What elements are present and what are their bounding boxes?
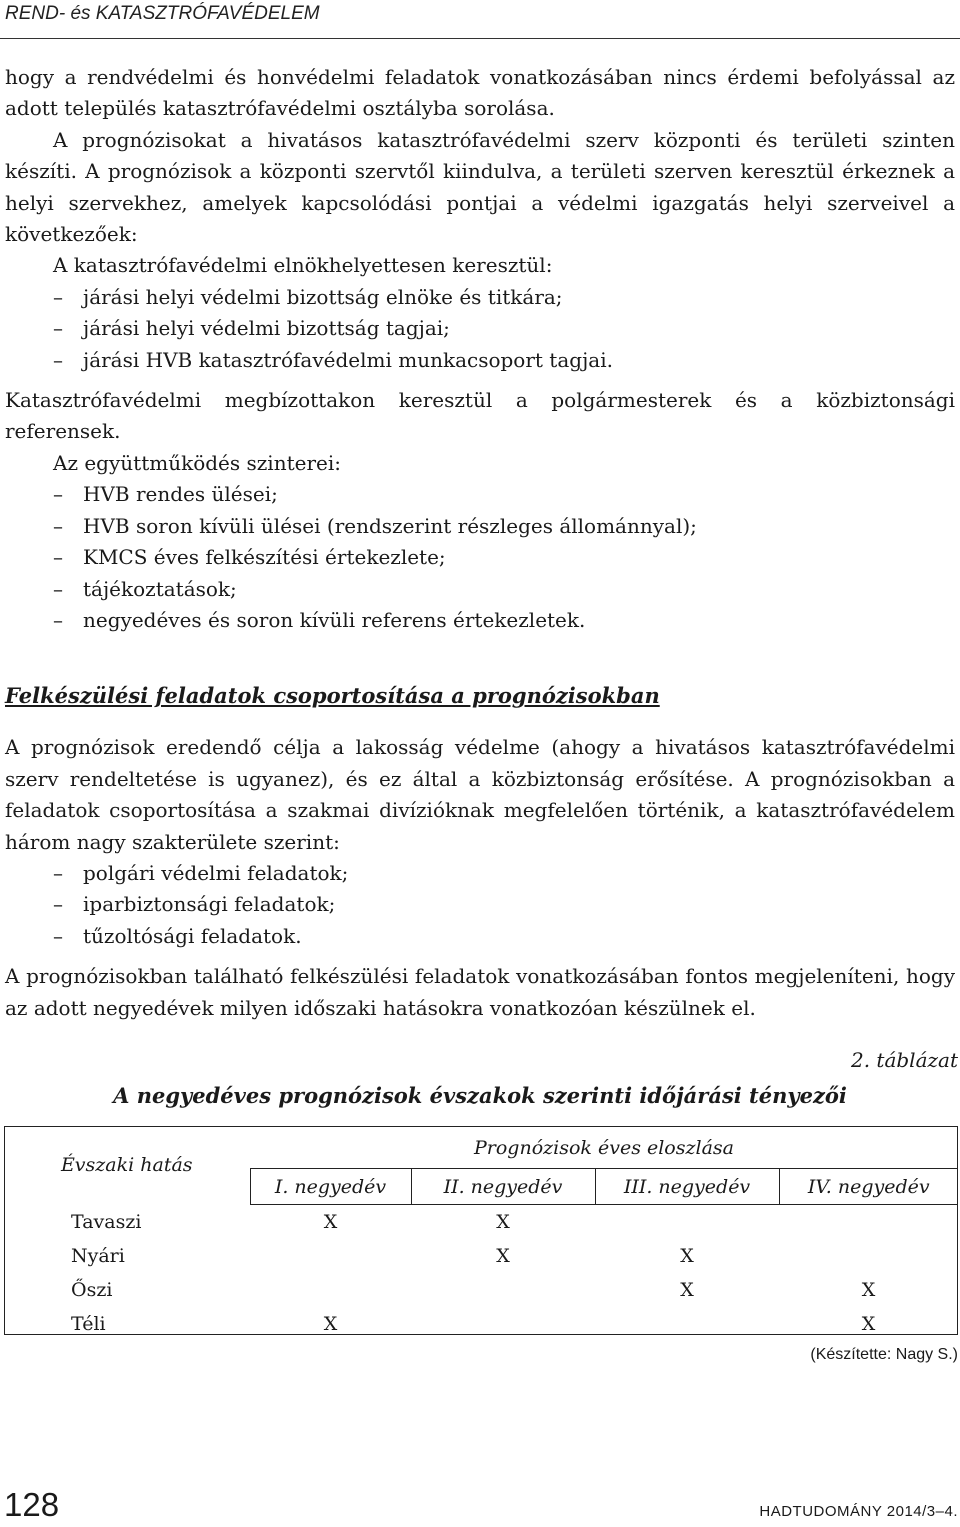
table-cell: X xyxy=(323,1313,338,1335)
journal-footer: HADTUDOMÁNY 2014/3–4. xyxy=(759,1503,958,1520)
season-cell: Tavaszi xyxy=(71,1210,142,1233)
dash-bullet: – xyxy=(53,316,63,341)
list-item xyxy=(5,542,955,573)
quarter-header: I. negyedév xyxy=(250,1169,411,1205)
quarter-header: IV. negyedév xyxy=(779,1169,958,1205)
table-label: 2. táblázat xyxy=(850,1048,958,1072)
table-cell xyxy=(250,1273,411,1307)
list-item-text: polgári védelmi feladatok; xyxy=(83,860,349,885)
dash-bullet: – xyxy=(53,545,63,570)
paragraph: hogy a rendvédelmi és honvédelmi feladatok vonatkozásában nincs érdemi befolyással az adott település katasztrófavédelmi osztályba sorolása. xyxy=(5,65,955,121)
section-title: Felkészülési feladatok csoportosítása a prognózisokban xyxy=(5,683,660,709)
szakterulet-list xyxy=(5,858,955,952)
table-row xyxy=(4,1205,958,1240)
table-cell xyxy=(595,1205,779,1240)
group-header: Prognózisok éves eloszlása xyxy=(250,1126,958,1169)
list-item-text: tűzoltósági feladatok. xyxy=(83,923,302,948)
article-body xyxy=(5,62,955,1024)
dash-bullet: – xyxy=(53,607,63,632)
table-row xyxy=(4,1239,958,1273)
list-item xyxy=(5,345,955,376)
list-item-text: járási HVB katasztrófavédelmi munkacsoport tagjai. xyxy=(83,347,613,372)
dash-bullet: – xyxy=(53,576,63,601)
table-cell: X xyxy=(496,1211,510,1233)
running-header: REND- és KATASZTRÓFAVÉDELEM xyxy=(5,3,320,24)
list-item xyxy=(5,889,955,920)
season-cell: Téli xyxy=(71,1313,106,1335)
list-item xyxy=(5,574,955,605)
paragraph: A prognózisokat a hivatásos katasztrófavédelmi szerv központi és területi szinten készíti. A prognózisok a központi szervtől kiindulva, a területi szerven keresztül érkeznek a helyi szervekhez, amelyek kapcsolódási pontjai a védelmi igazgatás helyi szerveivel a következőek: xyxy=(5,127,955,247)
vedelmi-list xyxy=(5,282,955,376)
table-cell: X xyxy=(861,1279,876,1301)
list-item-text: iparbiztonsági feladatok; xyxy=(83,892,336,917)
list-item-text: járási helyi védelmi bizottság elnöke és titkára; xyxy=(83,284,563,309)
paragraph: Az együttműködés szinterei: xyxy=(53,450,341,475)
table-title: A negyedéves prognózisok évszakok szerinti időjárási tényezői xyxy=(113,1083,847,1108)
dash-bullet: – xyxy=(53,860,63,885)
paragraph: A prognózisokban található felkészülési feladatok vonatkozásában fontos megjeleníteni, hogy az adott negyedévek milyen időszaki hatásokra vonatkozóan készülnek el. xyxy=(5,964,955,1020)
table-header-row xyxy=(4,1126,958,1169)
table-row xyxy=(4,1273,958,1307)
season-cell: Nyári xyxy=(71,1245,125,1267)
quarter-header: III. negyedév xyxy=(595,1169,779,1205)
list-item xyxy=(5,921,955,952)
header-rule xyxy=(0,38,960,39)
seasonal-table xyxy=(4,1126,958,1341)
table-credit: (Készítette: Nagy S.) xyxy=(810,1346,958,1363)
list-item-text: HVB rendes ülései; xyxy=(83,482,278,507)
table-cell: X xyxy=(496,1245,510,1267)
paragraph: A prognózisok eredendő célja a lakosság védelme (ahogy a hivatásos katasztrófavédelmi szerv rendeltetése is ugyanez), és ez által a közbiztonság erősítése. A prognózisokban a feladatok csoportosítása a szakmai divízióknak megfelelően történik, a katasztrófavédelem három nagy szakterülete szerint: xyxy=(5,735,955,854)
table-cell: X xyxy=(323,1211,338,1233)
dash-bullet: – xyxy=(53,923,63,948)
list-item-text: negyedéves és soron kívüli referens értekezletek. xyxy=(83,607,586,632)
dash-bullet: – xyxy=(53,284,63,309)
egyuttmukodes-list xyxy=(5,479,955,636)
table-row xyxy=(4,1307,958,1341)
paragraph: A katasztrófavédelmi elnökhelyettesen keresztül: xyxy=(53,253,553,278)
list-item xyxy=(5,479,955,510)
quarter-header: II. negyedév xyxy=(411,1169,595,1205)
season-header: Évszaki hatás xyxy=(60,1154,193,1177)
dash-bullet: – xyxy=(53,513,63,538)
list-item xyxy=(5,605,955,636)
season-cell: Őszi xyxy=(71,1279,113,1301)
table-cell xyxy=(411,1273,595,1307)
table-cell xyxy=(250,1239,411,1273)
list-item xyxy=(5,282,955,313)
dash-bullet: – xyxy=(53,892,63,917)
list-item-text: KMCS éves felkészítési értekezlete; xyxy=(83,545,446,570)
table-cell: X xyxy=(680,1245,694,1267)
page-number: 128 xyxy=(4,1486,60,1523)
list-item xyxy=(5,313,955,344)
table-cell xyxy=(779,1205,958,1240)
list-item-text: HVB soron kívüli ülései (rendszerint részleges állománnyal); xyxy=(83,513,697,538)
list-item-text: járási helyi védelmi bizottság tagjai; xyxy=(83,316,450,341)
table-cell xyxy=(411,1307,595,1341)
table-cell: X xyxy=(861,1313,876,1335)
table-cell xyxy=(595,1307,779,1341)
table-cell: X xyxy=(680,1279,694,1301)
paragraph: Katasztrófavédelmi megbízottakon keresztül a polgármesterek és a közbiztonsági referensek. xyxy=(5,388,955,444)
dash-bullet: – xyxy=(53,347,63,372)
dash-bullet: – xyxy=(53,482,63,507)
list-item xyxy=(5,511,955,542)
list-item-text: tájékoztatások; xyxy=(83,576,237,601)
table-cell xyxy=(779,1239,958,1273)
list-item xyxy=(5,858,955,889)
